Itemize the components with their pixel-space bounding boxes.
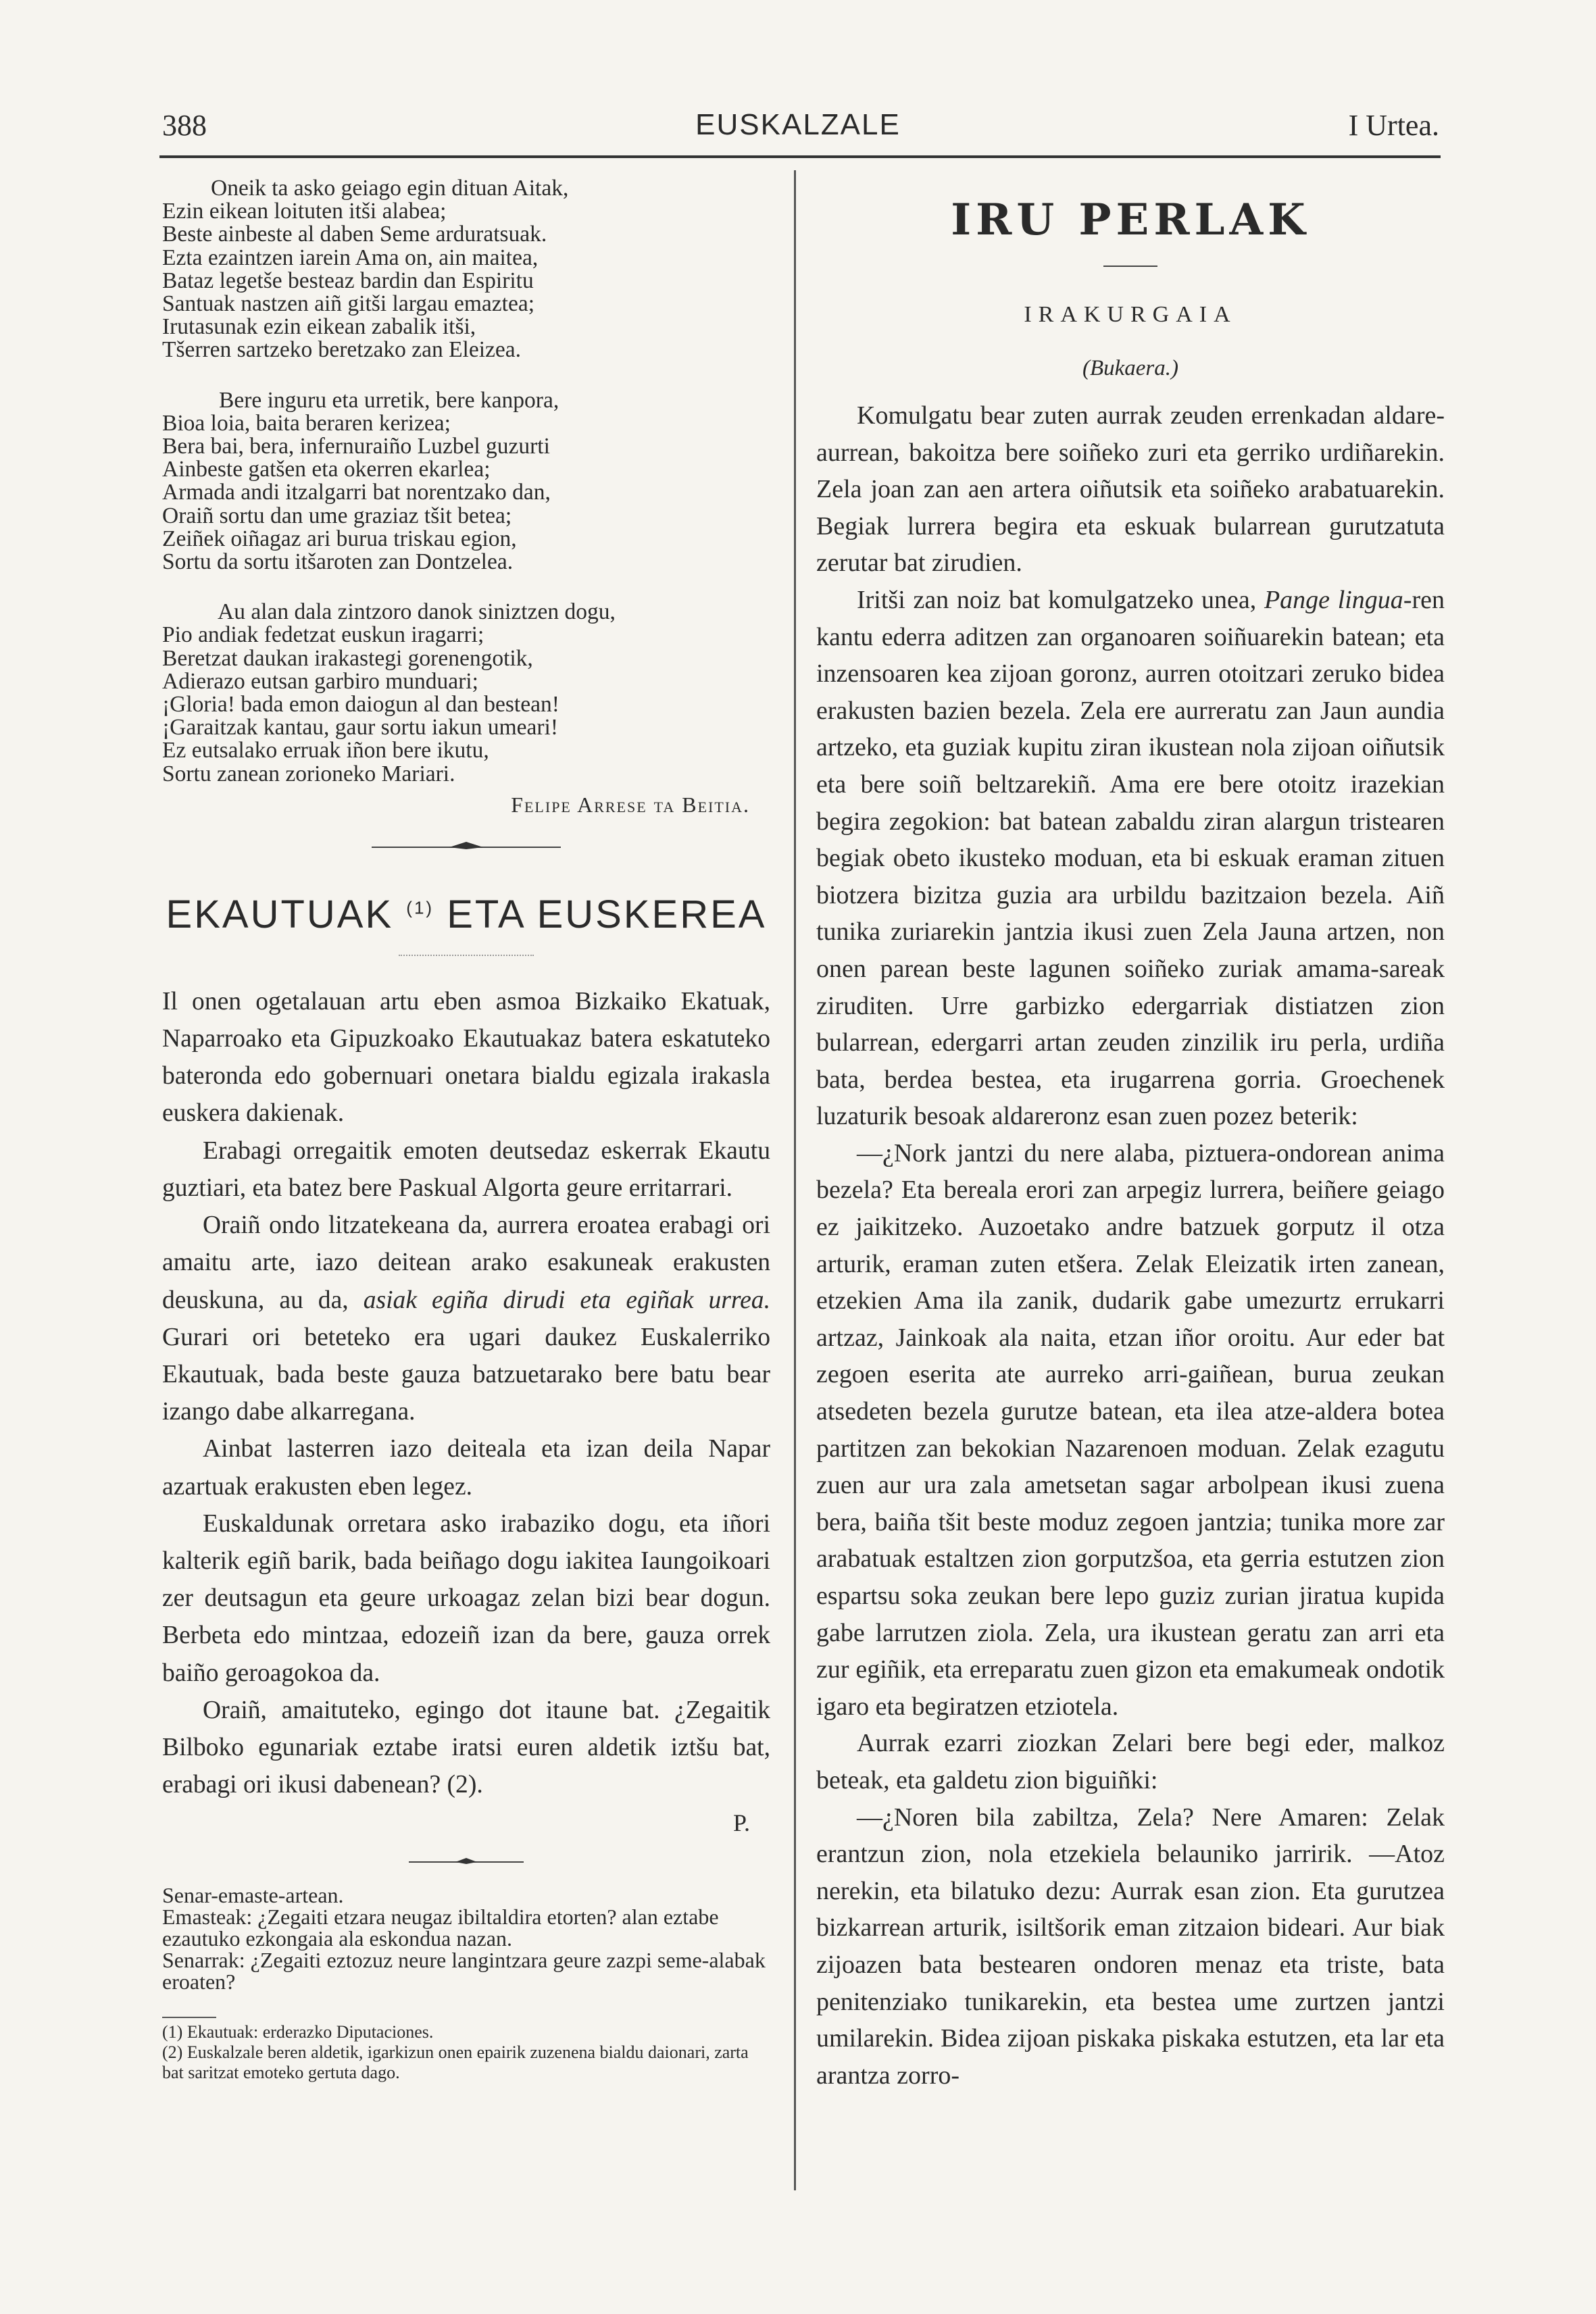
text-span: Iritši zan noiz bat komulgatzeko unea, bbox=[857, 585, 1264, 614]
dialogue-line: Senarrak: ¿Zegaiti eztozuz neure langintzara geure zazpi seme-alabak eroaten? bbox=[162, 1948, 766, 1994]
story-paragraph bbox=[816, 582, 1445, 1135]
header-rule bbox=[159, 155, 1441, 158]
story-paragraph: Komulgatu bear zuten aurrak zeuden errenkadan aldare-aurrean, bakoitza bere soiñeko zuri eta gerriko urdiñarekin. Zela joan zan aen artera oiñutsik eta soiñeko arabatuarekin. Begiak lurrera begira eta eskuak bularrean gurutzatuta zerutar bat zirudien. bbox=[816, 401, 1445, 578]
column-divider bbox=[794, 170, 796, 2190]
poem-line: Pio andiak fedetzat euskun iragarri; bbox=[162, 622, 484, 648]
dotted-divider bbox=[399, 955, 534, 956]
poem-line: Sortu da sortu itšaroten zan Dontzelea. bbox=[162, 549, 514, 575]
section-ornament bbox=[365, 838, 568, 854]
poem-line: Au alan dala zintzoro danok siniztzen dogu, bbox=[218, 599, 616, 625]
poem-line: Ezta ezaintzen iarein Ama on, ain maitea, bbox=[162, 245, 539, 270]
poem-line: Ez eutsalako erruak iñon bere ikutu, bbox=[162, 738, 489, 763]
poem-line: Zeiñek oiñagaz ari burua triskau egion, bbox=[162, 526, 517, 551]
poem-line: Tšerren sartzeko beretzako zan Eleizea. bbox=[162, 337, 522, 363]
poem-stanza bbox=[162, 389, 770, 574]
poem-line: Armada andi itzalgarri bat norentzako dan, bbox=[162, 480, 551, 505]
poem-line: Ainbeste gatšen eta okerren ekarlea; bbox=[162, 457, 491, 482]
poem-signature: Felipe Arrese ta Beitia. bbox=[511, 792, 750, 817]
poem-line: Beste ainbeste al daben Seme arduratsuak. bbox=[162, 222, 547, 247]
poem-line: Bera bai, bera, infernuraiño Luzbel guzurti bbox=[162, 434, 550, 459]
poem-line: Bere inguru eta urretik, bere kanpora, bbox=[219, 387, 559, 413]
poem-line: Beretzat daukan irakastegi gorenengotik, bbox=[162, 645, 533, 671]
article-paragraph: Erabagi orregaitik emoten deutsedaz eskerrak Ekautu guztiari, eta batez bere Paskual Algorta geure erritarrari. bbox=[162, 1136, 770, 1202]
poem-line: Irutasunak ezin eikean zabalik itši, bbox=[162, 314, 476, 340]
italic-phrase: asiak egiña dirudi eta egiñak urrea. bbox=[363, 1286, 770, 1314]
story-paragraph: —¿Nork jantzi du nere alaba, piztuera-ondorean anima bezela? Eta bereala erori zan arpegiz lurrera, beiñere geiago ez jaikitzeko. Auzoetako andre batzuek gorputz il otza arturik, eraman zuten etšera. Zelak Eleizatik irten zanean, etzekien Ama ila zanik, dudarik gabe umezurtz errukarri artzaz, Jainkoak ala naita, etzan iñor oroitu. Aur eder bat zegoen eserita ate aurreko arri-gaiñean, burua zeukan atsedeten bezela gurutze batean, eta ilea atze-aldera botea partitzen zan bekokian Nazarenoen moduan. Zelak ezagutu zuen aur ura zala ametsetan sagar arbolpean ikusi zuena bera, baiña tšit beste moduz zegoen jantzia; tunika more zar arabatuak estaltzen zion gorputzšoa, eta gerria estutzen zion espartsu soka zeukan bere lepo guziz zurian jiratua kupida gabe larrutzen ziola. Zela, ura ikustean geratu zan arri eta zur egiñik, eta erreparatu zuen gizon eta emakumeak ondotik igaro eta begiratzen etziotela. bbox=[816, 1138, 1445, 1721]
text-span: Oraiñ ondo litzatekeana da, aurrera eroatea erabagi ori amaitu arte, iazo deitean arako esakuneak erakusten deuskuna, au da, bbox=[162, 1211, 770, 1314]
footnote: (2) Euskalzale beren aldetik, igarkizun onen epairik zuzenena bialdu daionari, zarta bat saritzat emoteko gertuta dago. bbox=[162, 2042, 749, 2083]
article-author: P. bbox=[732, 1809, 750, 1837]
poem-line: ¡Garaitzak kantau, gaur sortu iakun umeari! bbox=[162, 715, 559, 740]
poem-line: Bataz legetše besteaz bardin dan Espiritu bbox=[162, 268, 534, 293]
journal-title: EUSKALZALE bbox=[695, 108, 901, 141]
story-subtitle: IRAKURGAIA bbox=[1024, 302, 1237, 327]
page-number: 388 bbox=[162, 109, 207, 142]
article-paragraph: Oraiñ, amaituteko, egingo dot itaune bat. ¿Zegaitik Bilboko egunariak eztabe iratsi euren aldetik iztšu bat, erabagi ori ikusi dabenean? (2). bbox=[162, 1696, 770, 1799]
poem-line: Adierazo eutsan garbiro munduari; bbox=[162, 668, 478, 694]
poem-line: Santuak nastzen aiñ gitši largau emaztea; bbox=[162, 291, 534, 317]
poem bbox=[162, 177, 770, 786]
dialogue-line: Emasteak: ¿Zegaiti etzara neugaz ibiltaldira etorten? alan eztabe ezautuko ezkongaia ala eskondua nazan. bbox=[162, 1905, 719, 1951]
story-paragraph: Aurrak ezarri ziozkan Zelari bere begi eder, malkoz beteak, eta galdetu zion biguiñki: bbox=[816, 1729, 1445, 1794]
right-column bbox=[816, 177, 1445, 2094]
story-paragraph: —¿Noren bila zabiltza, Zela? Nere Amaren: Zelak erantzun zion, nola etzekiela belauniko jarririk. —Atoz nerekin, eta bilatuko dezu: Aurrak esan zion. Eta gurutzea bizkarrean arturik, isiltšorik eman zitzaion bideari. Aur biak zijoazen bata bestearen ondoren menaz eta triste, bata penitenziako tunikarekin, eta bestea ume zurtzen jantzi umilarekin. Bidea zijoan piskaka piskaka estutzen, eta lar eta arantza zorro- bbox=[816, 1803, 1445, 2090]
year-label: I Urtea. bbox=[1348, 109, 1439, 142]
poem-line: Ezin eikean loituten itši alabea; bbox=[162, 199, 447, 224]
article-paragraph: Euskaldunak orretara asko irabaziko dogu, eta iñori kalterik egiñ barik, bada beiñago dogu iakitea Iaungoikoari zer deutsagun eta geure urkoagaz zelan bizi bear dogun. Berbeta edo mintzaa, edozeiñ izan da bere, gauza orrek baiño geroagokoa da. bbox=[162, 1509, 770, 1687]
text-span: Gurari ori beteteko era ugari daukez Euskalerriko Ekautuak, bada beste gauza batzuetarako bere batu bear izango dabe alkarreganа. bbox=[162, 1323, 770, 1426]
footnote-rule bbox=[162, 2017, 216, 2018]
article-title-note: (1) bbox=[406, 897, 434, 918]
poem-line: ¡Gloria! bada emon daiogun al dan bestean! bbox=[162, 692, 559, 718]
article-title-main: EKAUTUAK bbox=[166, 892, 394, 936]
article-paragraph bbox=[162, 1207, 770, 1430]
poem-stanza bbox=[162, 177, 770, 362]
article-body bbox=[162, 983, 770, 1803]
article-title bbox=[162, 892, 770, 937]
running-head bbox=[0, 108, 1596, 149]
article-paragraph: Il onen ogetalauan artu eben asmoa Bizkaiko Ekatuak, Naparroako eta Gipuzkoako Ekautuakaz batera eskatuteko bateronda edo gobernuari onetara bialdu egizala irakasla euskera dakienak. bbox=[162, 987, 770, 1128]
text-span: -ren kantu ederra aditzen zan organoaren soiñuarekin batean; eta inzensoaren kea zijoan goronz, aurren otoitzari zeruko bidea erakusten bazien bezela. Zela ere aurreratu zan Jaun aundia artzeko, eta guziak kupitu ziran ikustean nola zijoan oiñutsik eta bere soiñ beltzarekiñ. Ama ere bere otoitz irazekian begira zegokion: bat batean zabaldu ziran alargun tristearen begiak obeto ikusteko moduan, eta bi eskuak eraman zituen biotzera bizitza guzia ara urbildu bazitzaion bezela. Aiñ tunika zuriarekin jantzia ikusi zuen Zela Jauna artzen, non onen parean beste lagunen soiñeko zuriak amama-sareak ziruditen. Urre garbizko edergarriak distiatzen zion bularrean, edergarri artan zeuden zinzilik iru perla, urdiña bata, berdea bestea, eta irugarrena gorria. Groechenek luzaturik besoak aldareronz esan zuen pozez beterik: bbox=[816, 585, 1445, 1131]
poem-line: Oraiñ sortu dan ume graziaz tšit betea; bbox=[162, 503, 512, 528]
footnote: (1) Ekautuak: erderazko Diputaciones. bbox=[162, 2022, 434, 2042]
poem-stanza bbox=[162, 601, 770, 786]
story-body bbox=[816, 397, 1445, 2094]
footnotes bbox=[162, 2022, 770, 2083]
left-column bbox=[162, 177, 770, 2083]
article-paragraph: Ainbat lasterren iazo deiteala eta izan deila Napar azartuak erakusten eben legez. bbox=[162, 1435, 770, 1501]
italic-phrase: Pange lingua bbox=[1264, 585, 1403, 614]
dialogue bbox=[162, 1884, 770, 1992]
story-title: IRU PERLAK bbox=[951, 195, 1310, 245]
poem-line: Oneik ta asko geiago egin dituan Aitak, bbox=[211, 176, 569, 201]
article-title-rest: ETA EUSKEREA bbox=[447, 892, 767, 936]
poem-line: Sortu zanean zorioneko Mariari. bbox=[162, 761, 455, 786]
small-ornament bbox=[405, 1856, 527, 1867]
title-rule bbox=[1103, 266, 1157, 267]
story-continuation: (Bukaera.) bbox=[1082, 356, 1179, 380]
dialogue-heading: Senar-emaste-artean. bbox=[162, 1883, 344, 1908]
poem-line: Bioa loia, baita beraren kerizea; bbox=[162, 410, 451, 436]
